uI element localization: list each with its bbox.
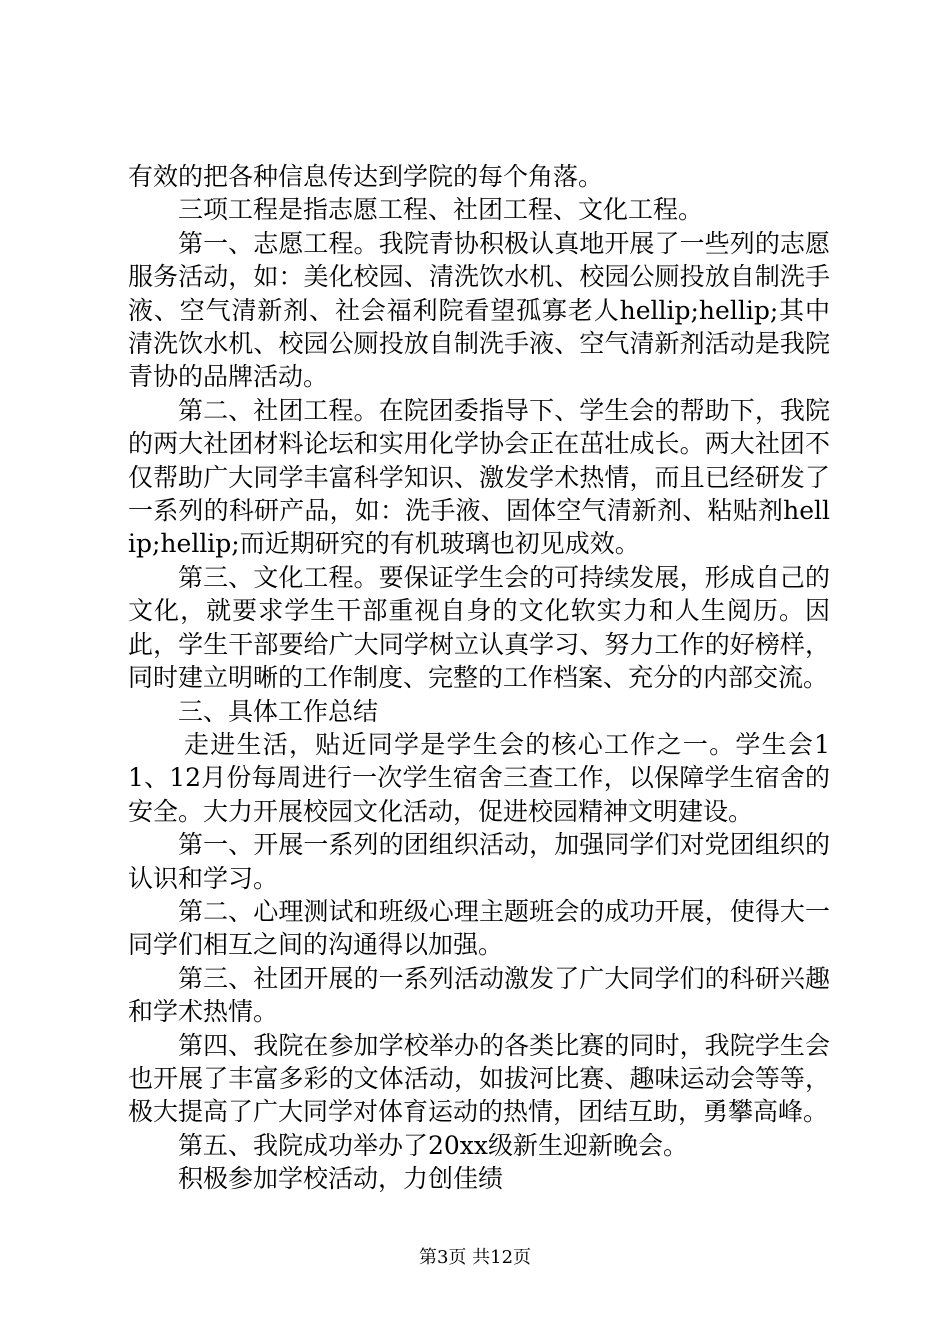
page-number-footer: 第3页 共12页 (418, 1247, 532, 1268)
paragraph-club-project: 第二、社团工程。在院团委指导下、学生会的帮助下，我院的两大社团材料论坛和实用化学协会正在茁壮成长。两大社团不仅帮助广大同学丰富科学知识、激发学术热情，而且已经研发了一系列的科研产品，如：洗手液、固体空气清新剂、粘贴剂hellip;hellip;而近期研究的有机玻璃也初见成效。 (128, 395, 830, 559)
paragraph-culture-project: 第三、文化工程。要保证学生会的可持续发展，形成自己的文化，就要求学生干部重视自身的文化软实力和人生阅历。因此，学生干部要给广大同学树立认真学习、努力工作的好榜样，同时建立明晰的工作制度、完整的工作档案、充分的内部交流。 (128, 562, 830, 693)
paragraph-student-life: 走进生活，贴近同学是学生会的核心工作之一。学生会11、12月份每周进行一次学生宿舍三查工作，以保障学生宿舍的安全。大力开展校园文化活动，促进校园精神文明建设。 (128, 729, 830, 826)
paragraph-school-activities: 积极参加学校活动，力创佳绩 (178, 1164, 504, 1194)
paragraph-three-projects: 三项工程是指志愿工程、社团工程、文化工程。 (178, 195, 704, 225)
section-heading-work-summary: 三、具体工作总结 (178, 696, 379, 726)
paragraph-volunteer-project: 第一、志愿工程。我院青协积极认真地开展了一些列的志愿服务活动，如：美化校园、清洗饮水机、校园公厕投放自制洗手液、空气清新剂、社会福利院看望孤寡老人hellip;hellip;其中清洗饮水机、校园公厕投放自制洗手液、空气清新剂活动是我院青协的品牌活动。 (128, 228, 830, 392)
paragraph-item-one: 第一、开展一系列的团组织活动，加强同学们对党团组织的认识和学习。 (128, 830, 830, 893)
paragraph-item-five: 第五、我院成功举办了20xx级新生迎新晚会。 (178, 1130, 689, 1160)
paragraph-item-two: 第二、心理测试和班级心理主题班会的成功开展，使得大一同学们相互之间的沟通得以加强。 (128, 896, 830, 960)
paragraph-continuation: 有效的把各种信息传达到学院的每个角落。 (128, 162, 604, 191)
paragraph-item-four: 第四、我院在参加学校举办的各类比赛的同时，我院学生会也开展了丰富多彩的文体活动，如拔河比赛、趣味运动会等等，极大提高了广大同学对体育运动的热情，团结互助，勇攀高峰。 (128, 1030, 830, 1127)
paragraph-item-three: 第三、社团开展的一系列活动激发了广大同学们的科研兴趣和学术热情。 (128, 963, 830, 1027)
document-body (128, 160, 830, 1196)
